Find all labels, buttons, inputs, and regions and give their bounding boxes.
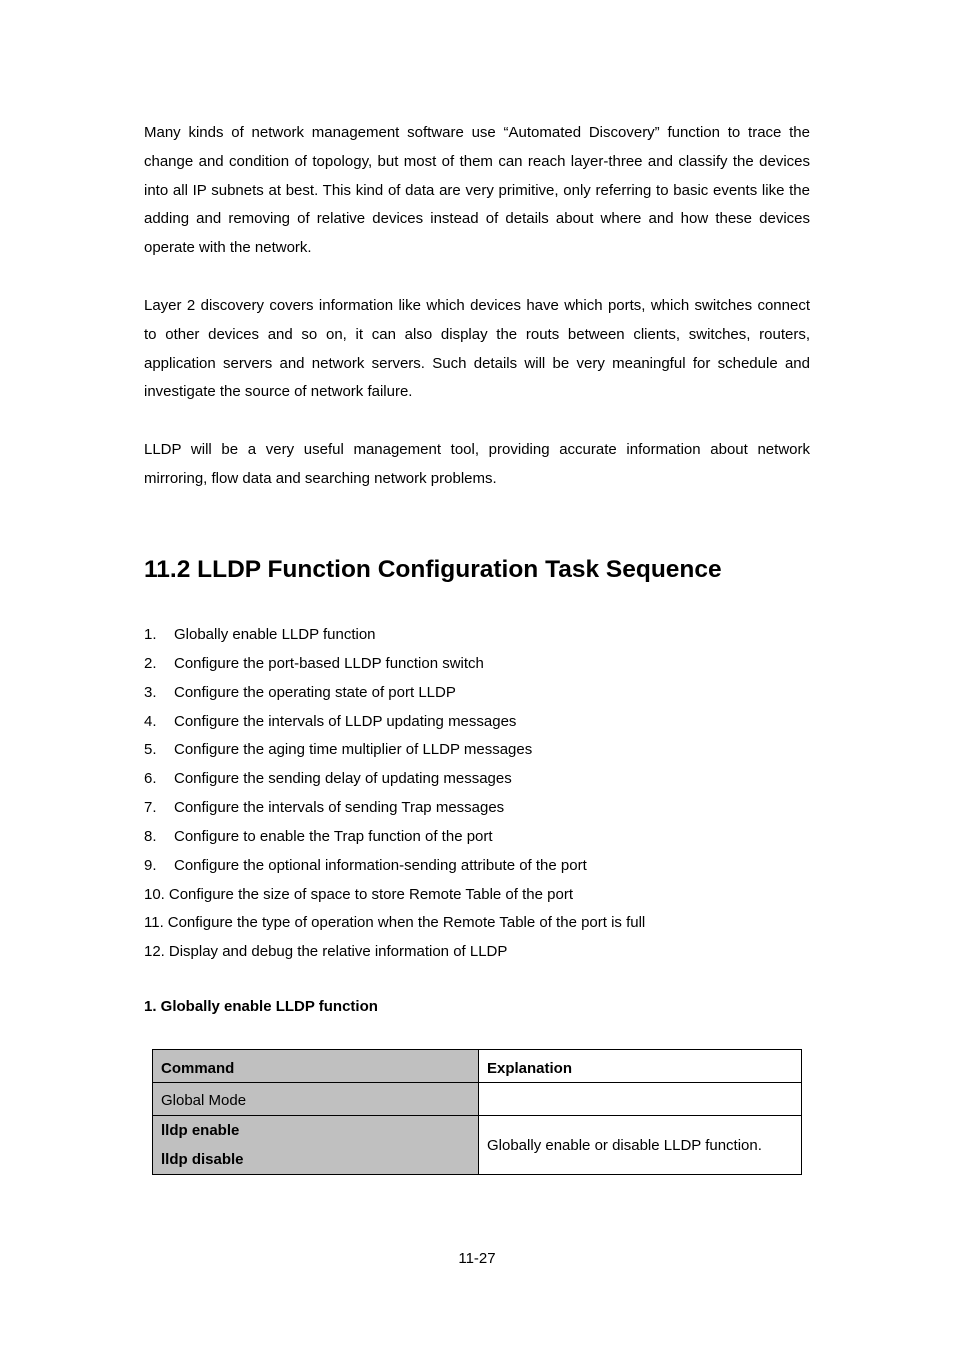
command-lldp-disable: lldp disable: [161, 1151, 244, 1168]
mode-cell: Global Mode: [153, 1083, 479, 1116]
list-item-text: Configure the intervals of sending Trap messages: [174, 799, 505, 817]
header-explanation: Explanation: [479, 1050, 802, 1083]
explanation-cell: Globally enable or disable LLDP function.: [479, 1116, 802, 1175]
body-text: [144, 119, 810, 494]
mode-explanation-cell: [479, 1083, 802, 1116]
list-item-text: Globally enable LLDP function: [174, 626, 376, 643]
list-item-number: 9.: [144, 856, 157, 874]
list-item-number: 5.: [144, 741, 157, 759]
list-item-number: 2.: [144, 654, 157, 672]
list-item-text: Display and debug the relative information of LLDP: [168, 943, 508, 961]
list-item: [144, 909, 810, 938]
subsection-heading: 1. Globally enable LLDP function: [144, 998, 378, 1015]
list-item-number: 6.: [144, 770, 157, 788]
list-item: [144, 823, 810, 852]
list-item-number: 1.: [144, 626, 157, 643]
list-item-text: Configure the optional information-sending attribute of the port: [174, 856, 587, 874]
list-item-number: 12.: [144, 943, 165, 961]
list-item: [144, 938, 810, 967]
list-item-text: Configure the type of operation when the Remote Table of the port is full: [167, 914, 646, 932]
paragraph-lldp-tool: LLDP will be a very useful management tool, providing accurate information about network mirroring, flow data and searching network problems.: [144, 441, 810, 487]
list-item-number: 7.: [144, 799, 157, 817]
command-lldp-enable: lldp enable: [161, 1122, 240, 1139]
list-item: [144, 736, 810, 765]
list-item-text: Configure the sending delay of updating messages: [174, 770, 512, 788]
task-sequence-list: [144, 621, 810, 967]
command-table: [152, 1049, 802, 1175]
table-row: [153, 1116, 802, 1175]
list-item: [144, 708, 810, 737]
list-item-number: 11.: [144, 914, 164, 932]
header-command: Command: [153, 1050, 479, 1083]
list-item: [144, 765, 810, 794]
list-item-text: Configure the operating state of port LLDP: [174, 683, 456, 701]
command-cell: [153, 1116, 479, 1175]
list-item-number: 3.: [144, 683, 157, 701]
list-item-number: 10.: [144, 885, 165, 903]
paragraph-layer2-discovery: Layer 2 discovery covers information like which devices have which ports, which switches connect to other devices and so on, it can also display the routs between clients, switches, routers, application servers and network servers. Such details will be very meaningful for schedule and investigate the source of network failure.: [144, 296, 810, 401]
list-item: [144, 881, 810, 910]
list-item-text: Configure the aging time multiplier of LLDP messages: [174, 741, 533, 759]
list-item: [144, 794, 810, 823]
table-header-row: [153, 1050, 802, 1083]
list-item: [144, 621, 810, 650]
paragraph-automated-discovery: Many kinds of network management software use “Automated Discovery” function to trace the change and condition of topology, but most of them can reach layer-three and classify the devices into all IP subnets at best. This kind of data are very primitive, only referring to basic events like the adding and removing of relative devices instead of details about where and how these devices operate with the network.: [144, 124, 810, 257]
list-item: [144, 650, 810, 679]
list-item: [144, 852, 810, 881]
page-number: 11-27: [458, 1250, 496, 1267]
list-item-text: Configure the size of space to store Remote Table of the port: [168, 885, 573, 903]
list-item: [144, 679, 810, 708]
section-heading: 11.2 LLDP Function Configuration Task Sequence: [144, 556, 722, 583]
list-item-number: 4.: [144, 712, 157, 730]
list-item-number: 8.: [144, 827, 157, 845]
list-item-text: Configure the port-based LLDP function switch: [174, 654, 484, 672]
list-item-text: Configure to enable the Trap function of the port: [174, 827, 493, 845]
table-row: [153, 1083, 802, 1116]
list-item-text: Configure the intervals of LLDP updating messages: [174, 712, 517, 730]
